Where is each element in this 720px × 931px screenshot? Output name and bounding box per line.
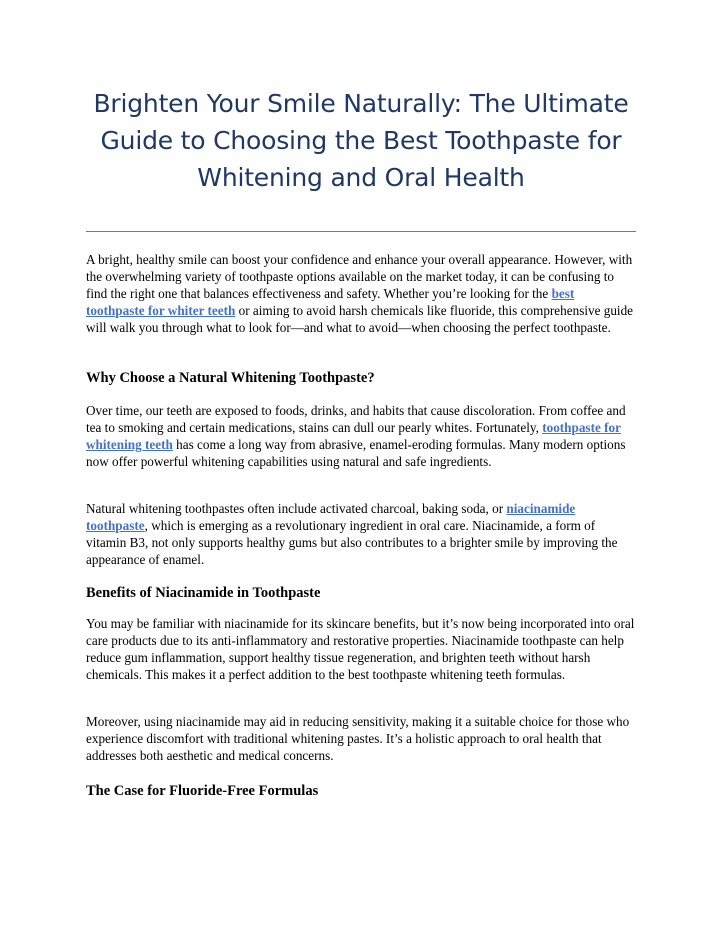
page-title: Brighten Your Smile Naturally: The Ultimate Guide to Choosing the Best Toothpaste for Whitening and Oral Health	[93, 89, 629, 192]
section-heading-niacinamide-benefits: Benefits of Niacinamide in Toothpaste	[86, 585, 321, 601]
whitening-toothpaste-link[interactable]: toothpaste for whitening teeth	[86, 420, 621, 452]
best-toothpaste-link[interactable]: best toothpaste for whiter teeth	[86, 286, 575, 318]
section-heading-natural-whitening: Why Choose a Natural Whitening Toothpaste?	[86, 370, 375, 386]
niacinamide-paragraph-1: You may be familiar with niacinamide for its skincare benefits, but it’s now being incorporated into oral care products due to its anti-inflammatory and restorative properties. Niacinamide toothpaste can help reduce gum inflammation, support healthy tissue regeneration, and brighten teeth without harsh chemicals. This makes it a perfect addition to the best toothpaste whitening teeth formulas.	[86, 616, 635, 682]
paragraph-text-start: Natural whitening toothpastes often include activated charcoal, baking soda, or	[86, 501, 507, 516]
intro-paragraph	[86, 251, 636, 336]
paragraph-text-end: has come a long way from abrasive, enamel-eroding formulas. Many modern options now offer powerful whitening capabilities using natural and safe ingredients.	[86, 437, 626, 469]
natural-whitening-paragraph-2	[86, 500, 636, 568]
natural-whitening-paragraph-1	[86, 402, 636, 470]
paragraph-text-start: Over time, our teeth are exposed to foods, drinks, and habits that cause discoloration. From coffee and tea to smoking and certain medications, stains can dull our pearly whites. Fortunately,	[86, 403, 626, 435]
section-heading-fluoride-free: The Case for Fluoride-Free Formulas	[86, 783, 319, 799]
niacinamide-paragraph-2: Moreover, using niacinamide may aid in reducing sensitivity, making it a suitable choice for those who experience discomfort with traditional whitening pastes. It’s a holistic approach to oral health that addresses both aesthetic and medical concerns.	[86, 714, 630, 763]
paragraph-text-end: , which is emerging as a revolutionary ingredient in oral care. Niacinamide, a form of vitamin B3, not only supports healthy gums but also contributes to a brighter smile by improving the appearance of enamel.	[86, 518, 618, 567]
title-divider	[86, 231, 636, 232]
intro-text-start: A bright, healthy smile can boost your confidence and enhance your overall appearance. However, with the overwhelming variety of toothpaste options available on the market today, it can be confusing to find the right one that balances effectiveness and safety. Whether you’re looking for the	[86, 252, 633, 301]
niacinamide-toothpaste-link[interactable]: niacinamide toothpaste	[86, 501, 576, 533]
intro-text-end: or aiming to avoid harsh chemicals like fluoride, this comprehensive guide will walk you through what to look for—and what to avoid—when choosing the perfect toothpaste.	[86, 303, 634, 335]
